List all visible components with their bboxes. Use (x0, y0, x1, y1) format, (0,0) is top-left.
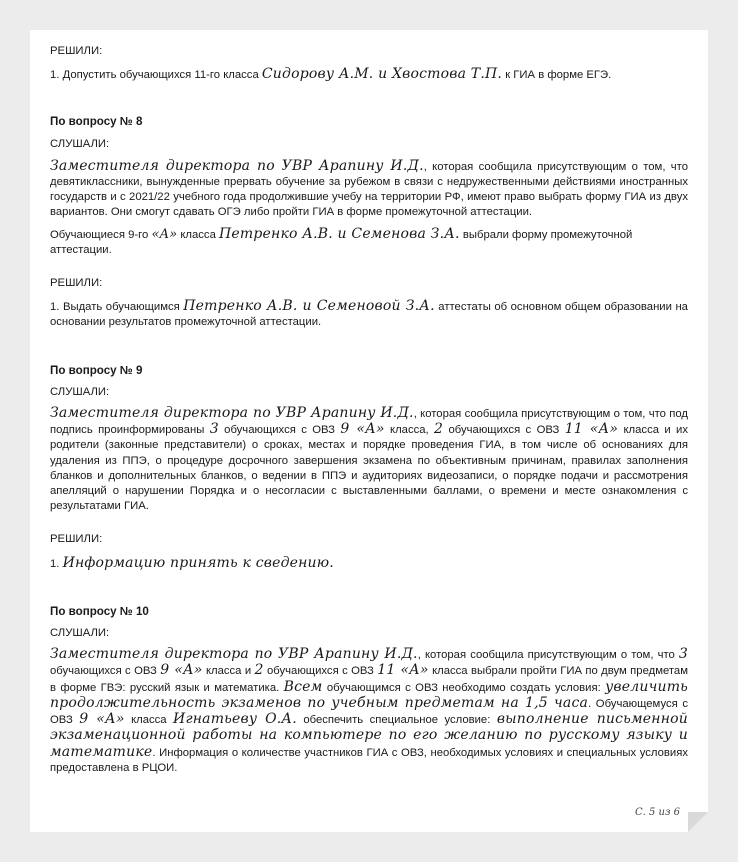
item-number: 1. (50, 69, 63, 82)
text: обучающихся с ОВЗ (263, 665, 378, 678)
text: класса и (202, 665, 255, 678)
handwritten-names: Петренко А.В. и Семеновой З.А. (183, 298, 435, 315)
handwritten-count: 3 (678, 646, 689, 663)
handwritten-class: «А» (151, 226, 178, 242)
text: . Обучающемуся с ОВЗ (50, 697, 688, 727)
page-number: С. 5 из 6 (635, 807, 680, 818)
text: обучающихся с ОВЗ (443, 424, 565, 437)
question-10-heading: По вопросу № 10 (50, 604, 149, 618)
decision-item (50, 67, 688, 83)
handwritten-condition: увеличить продолжительность экзаменов по учебным предметам на 1,5 часа (50, 678, 689, 711)
handwritten-count: 2 (254, 662, 264, 679)
heard-label: СЛУШАЛИ: (50, 137, 110, 150)
handwritten-decision: Информацию принять к сведению. (62, 554, 334, 571)
handwritten-count: 2 (434, 421, 444, 438)
handwritten-word: Всем (283, 678, 323, 695)
handwritten-names: Игнатьеву О.А. (173, 711, 297, 728)
text: класса (124, 714, 174, 727)
heard-label: СЛУШАЛИ: (50, 385, 110, 398)
text: , которая сообщила присутствующим о том, что девятиклассники, вынужденные прервать обучение за рубежом в связи с недружественными действиями иностранных государств и с 2021/22 учебного года продолжившие учебу на территории РФ, имеют право выбрать форму ГИА из двух вариантов. Они смогут сдавать ОГЭ либо пройти ГИА в форме промежуточной аттестации. (50, 160, 688, 219)
question-8-heading: По вопросу № 8 (50, 115, 143, 129)
document-page (30, 30, 708, 832)
text: , которая сообщила присутствующим о том, что под подпись проинформированы (50, 408, 688, 437)
heard-label: СЛУШАЛИ: (50, 627, 110, 640)
decision-text: к ГИА в форме ЕГЭ. (502, 69, 612, 82)
handwritten-names: Петренко А.В. и Семенова З.А. (219, 225, 460, 242)
page-fold-corner (688, 812, 708, 832)
text: 1. Выдать обучающимся (50, 301, 184, 314)
q9-decision (50, 556, 688, 572)
text: обучающихся с ОВЗ (50, 665, 161, 678)
q10-paragraph (50, 647, 688, 776)
text: класса и их родители (законные представители) о сроках, местах и порядке проведения ГИА, в том числе об основаниях для удаления из ППЭ, о процедуре досрочного завершения экзамена по объективным причинам, правилах заполнения бланков и дополнительных бланков, о ведении в ППЭ и аудиториях видеозаписи, о порядке подачи и рассмотрения апелляций о нарушении Порядка и о несогласии с выставленными баллами, о времени и месте ознакомления с результатами ГИА. (50, 424, 688, 513)
q8-decision (50, 299, 688, 330)
text: обучающихся с ОВЗ (218, 424, 341, 437)
handwritten-class: 9 «А» (79, 711, 125, 728)
text: класса выбрали пройти ГИА по двум предметам в форме ГВЭ: русский язык и математика. (50, 665, 688, 694)
handwritten-class: 9 «А» (160, 662, 203, 679)
item-number: 1. (50, 557, 63, 570)
q9-paragraph (50, 406, 688, 514)
decided-label: РЕШИЛИ: (50, 277, 103, 290)
q8-paragraph-1 (50, 159, 688, 221)
text: аттестаты об основном общем образовании на основании результатов промежуточной аттестации. (50, 301, 688, 329)
handwritten-condition: выполнение письменной экзаменационной работы на компьютере по его желанию по русскому языку и математике (50, 711, 688, 760)
decision-text: Допустить обучающихся 11-го класса (62, 69, 262, 82)
handwritten-class: 11 «А» (377, 662, 429, 679)
handwritten-speaker: Заместителя директора по УВР Арапину И.Д. (50, 157, 424, 174)
text: Обучающиеся 9-го (50, 228, 152, 241)
text: обучающимся с ОВЗ необходимо создать условия: (322, 681, 606, 694)
handwritten-speaker: Заместителя директора по УВР Арапину И.Д. (50, 646, 418, 663)
handwritten-names: Сидорову А.М. и Хвостова Т.П. (261, 66, 503, 83)
handwritten-class: 11 «А» (564, 421, 619, 438)
text: класса (177, 228, 220, 241)
handwritten-count: 3 (209, 421, 219, 438)
text: выбрали форму промежуточной аттестации. (50, 228, 633, 256)
handwritten-class: 9 «А» (340, 421, 385, 438)
text: обеспечить специальное условие: (296, 714, 497, 727)
decided-label: РЕШИЛИ: (50, 533, 103, 546)
question-9-heading: По вопросу № 9 (50, 363, 143, 377)
q8-paragraph-2 (50, 227, 688, 258)
page-content (50, 44, 688, 776)
decided-label: РЕШИЛИ: (50, 45, 103, 57)
text: , которая сообщила присутствующим о том, что (417, 649, 679, 662)
handwritten-speaker: Заместителя директора по УВР Арапину И.Д. (50, 405, 414, 422)
text: . Информация о количестве участников ГИА с ОВЗ, необходимых условиях и специальных условиях предоставлена в РЦОИ. (50, 746, 688, 774)
text: класса, (384, 424, 435, 437)
